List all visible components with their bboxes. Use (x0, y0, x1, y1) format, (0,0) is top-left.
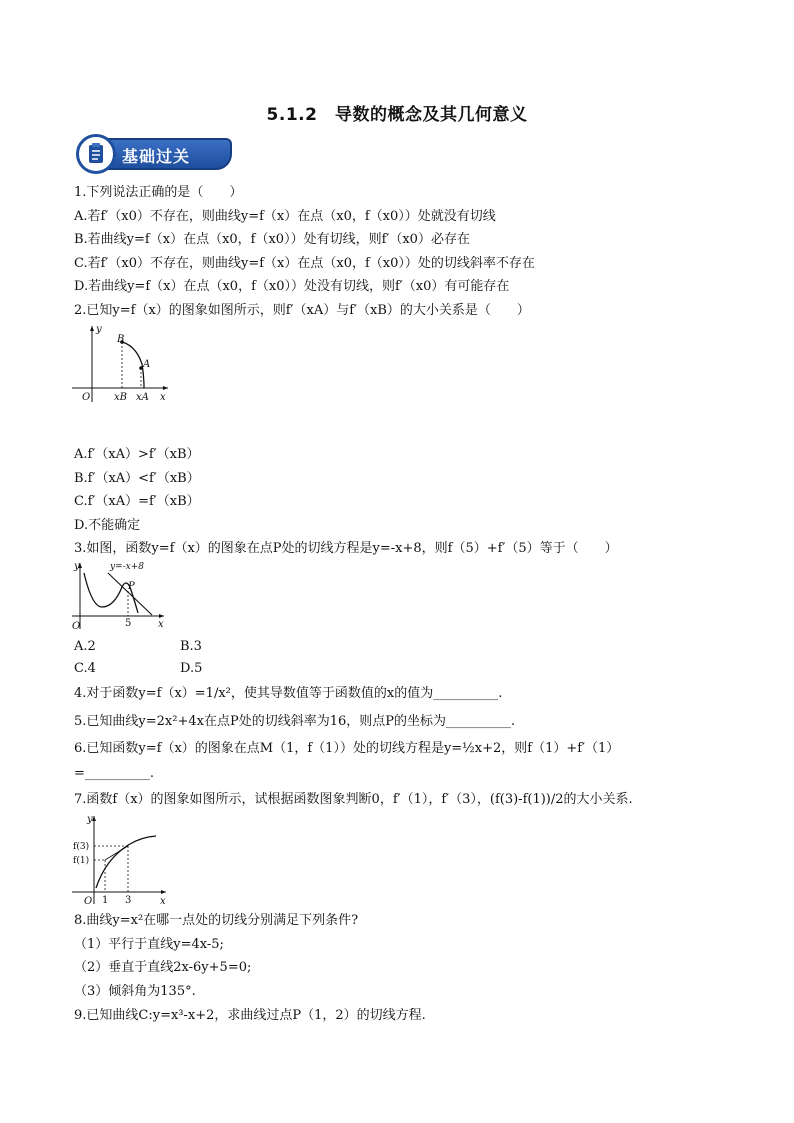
q2-graph (70, 322, 175, 404)
q7-tick-3: 3 (125, 895, 132, 906)
q2-option-d: D.不能确定 (74, 518, 141, 533)
q7-tick-1: 1 (102, 895, 109, 906)
q4-stem: 4.对于函数y=f（x）=1/x²，使其导数值等于函数值的x的值为__________. (74, 686, 503, 701)
q2-origin-label: O (82, 392, 91, 403)
q1-option-c: C.若f′（x0）不存在，则曲线y=f（x）在点（x0，f（x0））处的切线斜率不存在 (74, 256, 535, 271)
q3-tangent-equation: y=-x+8 (110, 562, 145, 572)
q1-option-a: A.若f′（x0）不存在，则曲线y=f（x）在点（x0，f（x0））处就没有切线 (74, 209, 496, 224)
q3-point-p: P (128, 581, 135, 592)
q2-point-a: A (143, 359, 151, 370)
q9-stem: 9.已知曲线C:y=x³-x+2，求曲线过点P（1，2）的切线方程. (74, 1008, 426, 1023)
q6-stem-cont: =__________. (74, 766, 155, 781)
q3-y-label: y (74, 561, 80, 572)
q7-origin-label: O (84, 896, 93, 906)
q3-x-label: x (158, 619, 164, 630)
q3-option-c: C.4 (74, 661, 96, 676)
q2-option-c: C.f′（xA）=f′（xB） (74, 494, 200, 509)
q7-stem: 7.函数f（x）的图象如图所示，试根据函数图象判断0，f′（1），f′（3），(f(3)-f(1))/2的大小关系. (74, 792, 633, 807)
q7-y-label: y (87, 814, 93, 825)
q3-tick-5: 5 (125, 618, 132, 629)
q5-stem: 5.已知曲线y=2x²+4x在点P处的切线斜率为16，则点P的坐标为__________. (74, 714, 516, 729)
q3-graph (70, 559, 170, 631)
q2-option-b: B.f′（xA）<f′（xB） (74, 471, 200, 486)
q2-option-a: A.f′（xA）>f′（xB） (74, 447, 200, 462)
q7-x-label: x (160, 896, 166, 906)
q3-origin-label: O (72, 621, 81, 631)
q8-part-2: （2）垂直于直线2x-6y+5=0; (74, 960, 252, 975)
q1-option-d: D.若曲线y=f（x）在点（x0，f（x0））处没有切线，则f′（x0）有可能存在 (74, 279, 510, 294)
q7-f1-label: f(1) (73, 856, 90, 866)
q2-stem: 2.已知y=f（x）的图象如图所示，则f′（xA）与f′（xB）的大小关系是（ ） (74, 303, 530, 318)
clipboard-icon (76, 134, 116, 174)
q8-part-1: （1）平行于直线y=4x-5; (74, 937, 224, 952)
q3-option-d: D.5 (180, 661, 203, 676)
q7-f3-label: f(3) (73, 842, 90, 852)
q3-option-a: A.2 (74, 639, 96, 654)
q3-stem: 3.如图，函数y=f（x）的图象在点P处的切线方程是y=-x+8，则f（5）+f′（5）等于（ ） (74, 541, 618, 556)
q2-xb-label: xB (114, 392, 127, 403)
q6-stem: 6.已知函数y=f（x）的图象在点M（1，f（1））处的切线方程是y=½x+2，则f（1）+f′（1） (74, 741, 620, 756)
q2-x-label: x (160, 392, 166, 403)
q1-stem: 1.下列说法正确的是（ ） (74, 185, 243, 200)
q7-graph (70, 812, 170, 906)
q8-stem: 8.曲线y=x²在哪一点处的切线分别满足下列条件? (74, 913, 359, 928)
page-title: 5.1.2 导数的概念及其几何意义 (266, 105, 528, 125)
q2-point-b: B (117, 334, 125, 345)
q2-y-label: y (96, 324, 102, 335)
q1-option-b: B.若曲线y=f（x）在点（x0，f（x0））处有切线，则f′（x0）必存在 (74, 232, 470, 247)
q8-part-3: （3）倾斜角为135°. (74, 984, 196, 999)
q3-option-b: B.3 (180, 639, 202, 654)
section-banner (76, 134, 234, 174)
q3-options-row2 (74, 661, 202, 677)
q3-options-row1 (74, 639, 202, 655)
banner-label: 基础过关 (122, 147, 191, 166)
q2-xa-label: xA (136, 392, 149, 403)
